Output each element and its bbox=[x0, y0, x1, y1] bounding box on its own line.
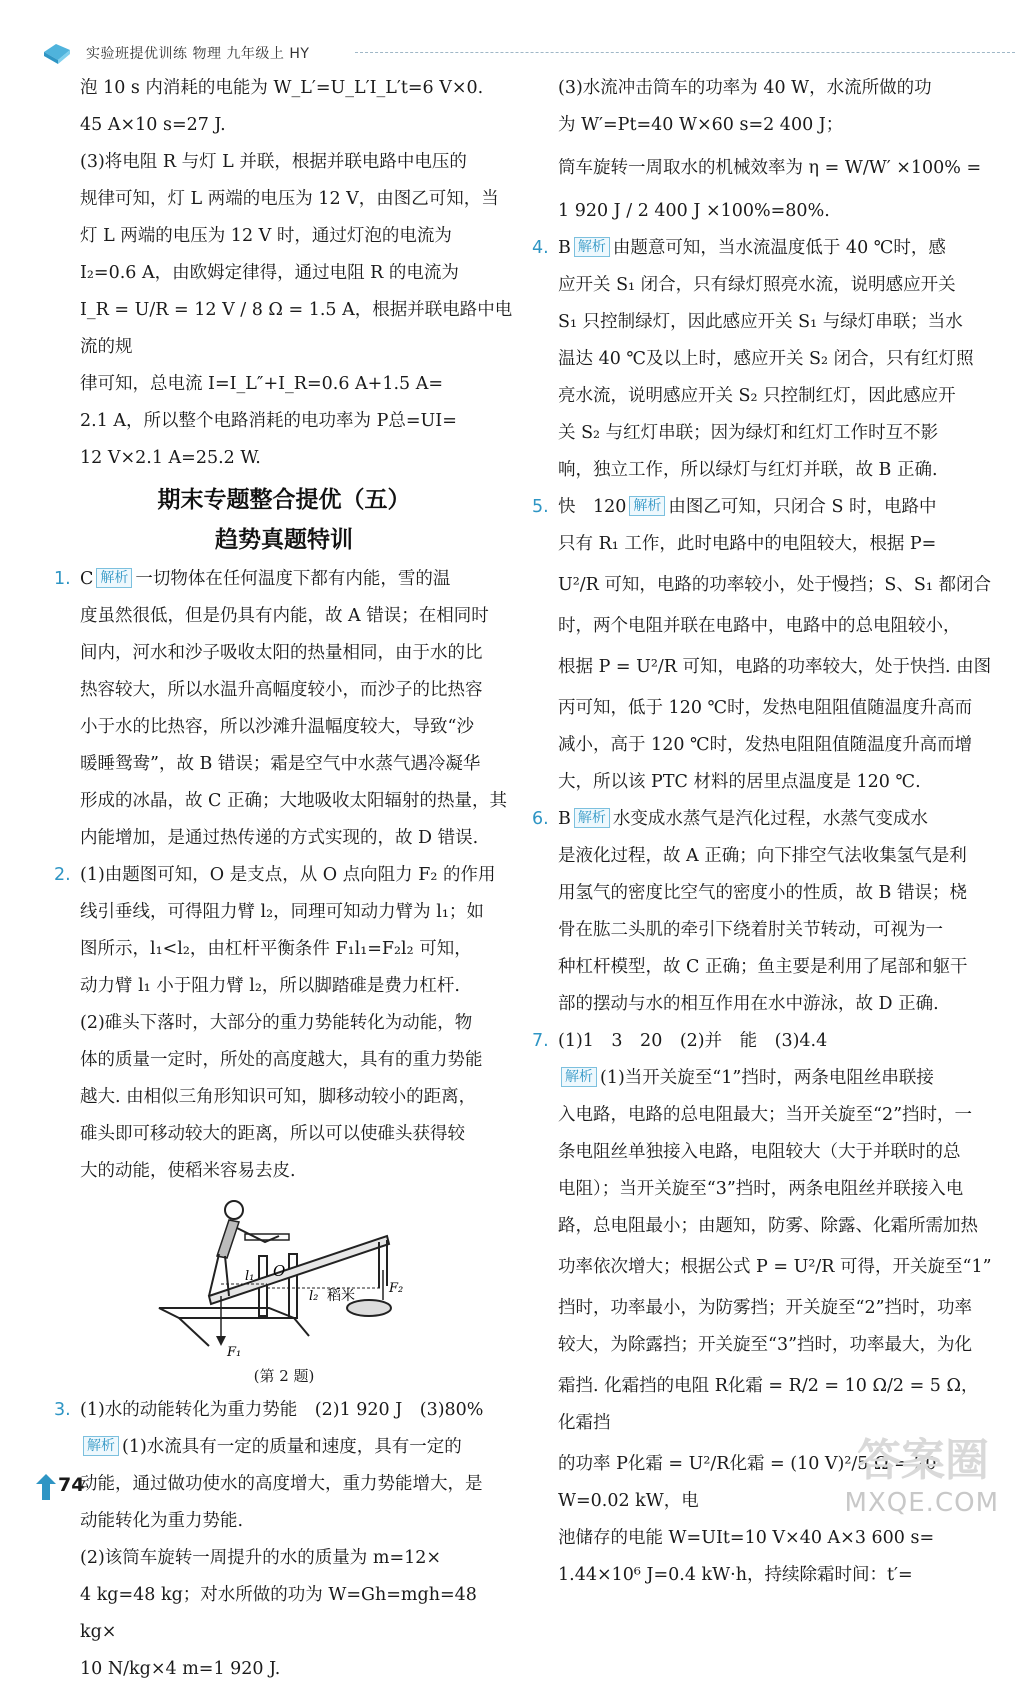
answer-summary: 快 120 bbox=[558, 497, 627, 517]
text-line: 间内，河水和沙子吸收太阳的热量相同，由于水的比 bbox=[80, 643, 483, 663]
question-3 bbox=[54, 1392, 514, 1688]
text-line: 电阻）；当开关旋至“3”挡时，两条电阻丝并联接入电 bbox=[558, 1179, 964, 1199]
text-line: 1 920 J / 2 400 J ×100%=80%. bbox=[558, 201, 830, 221]
text-line: 由图乙可知，只闭合 S 时，电路中 bbox=[668, 497, 937, 517]
text-line: 温达 40 ℃及以上时，感应开关 S₂ 闭合，只有红灯照 bbox=[558, 349, 974, 369]
watermark bbox=[749, 1428, 999, 1518]
text-line: (1)当开关旋至“1”挡时，两条电阻丝串联接 bbox=[600, 1068, 934, 1088]
analysis-tag: 解析 bbox=[561, 1067, 597, 1087]
text-line: 1.44×10⁶ J=0.4 kW·h，持续除霜时间：t′= bbox=[558, 1565, 913, 1585]
question-6 bbox=[532, 801, 992, 1023]
text-line: 霜挡. 化霜挡的电阻 R化霜 = R/2 = 10 Ω/2 = 5 Ω，化霜挡 bbox=[558, 1376, 979, 1433]
text-line: 种杠杆模型，故 C 正确；鱼主要是利用了尾部和躯干 bbox=[558, 957, 968, 977]
text-line: 规律可知，灯 L 两端的电压为 12 V，由图乙可知，当 bbox=[80, 189, 499, 209]
text-line: U²/R 可知，电路的功率较小，处于慢挡；S、S₁ 都闭合 bbox=[558, 575, 991, 595]
watermark-logo: 答案圈 bbox=[857, 1435, 989, 1486]
page-number: 74 bbox=[58, 1474, 85, 1496]
text-line: (3)水流冲击筒车的功率为 40 W，水流所做的功 bbox=[558, 78, 932, 98]
text-line: 小于水的比热容，所以沙滩升温幅度较大，导致“沙 bbox=[80, 717, 474, 737]
rice-label: 稻米 bbox=[327, 1288, 355, 1304]
watermark-url: MXQE.COM bbox=[844, 1488, 999, 1518]
text-line: 功率依次增大；根据公式 P = U²/R 可得，开关旋至“1” bbox=[558, 1257, 992, 1277]
header-divider bbox=[355, 52, 1015, 53]
text-line: 越大. 由相似三角形知识可知，脚移动较小的距离， bbox=[80, 1087, 477, 1107]
text-line: 体的质量一定时，所处的高度越大，具有的重力势能 bbox=[80, 1050, 483, 1070]
analysis-tag: 解析 bbox=[574, 237, 610, 257]
question-number: 2. bbox=[54, 865, 71, 885]
question-number: 4. bbox=[532, 238, 549, 258]
text-line: 大的动能，使稻米容易去皮. bbox=[80, 1161, 296, 1181]
text-line: 动能，通过做功使水的高度增大，重力势能增大，是 bbox=[80, 1474, 483, 1494]
section-heading: 期末专题整合提优（五） bbox=[157, 487, 411, 513]
text-line: 用氢气的密度比空气的密度小的性质，故 B 错误；桡 bbox=[558, 883, 967, 903]
text-line: 只有 R₁ 工作，此时电路中的电阻较大，根据 P= bbox=[558, 534, 937, 554]
question-number: 3. bbox=[54, 1400, 71, 1420]
text-line: 条电阻丝单独接入电路，电阻较大（大于并联时的总 bbox=[558, 1142, 961, 1162]
foot-pestle-illustration bbox=[149, 1196, 409, 1364]
force-f1-label: F₁ bbox=[227, 1345, 242, 1360]
text-line: 池储存的电能 W=UIt=10 V×40 A×3 600 s= bbox=[558, 1528, 935, 1548]
question-4 bbox=[532, 230, 992, 489]
question-number: 1. bbox=[54, 569, 71, 589]
text-line: 2.1 A，所以整个电路消耗的电功率为 P总=UI= bbox=[80, 411, 457, 431]
text-line: 时，两个电阻并联在电路中，电路中的总电阻较小， bbox=[558, 616, 961, 636]
analysis-tag: 解析 bbox=[83, 1436, 119, 1456]
answer-choice: B bbox=[558, 238, 571, 258]
text-line: 碓头即可移动较大的距离，所以可以使碓头获得较 bbox=[80, 1124, 465, 1144]
text-line: 的功率 P化霜 = U²/R化霜 = (10 V)²/5 Ω = 20 W=0.02 kW，电 bbox=[558, 1454, 937, 1511]
arm-l2-label: l₂ bbox=[309, 1289, 319, 1304]
section-subheading: 趋势真题特训 bbox=[215, 527, 353, 553]
text-line: 丙可知，低于 120 ℃时，发热电阻阻值随温度升高而 bbox=[558, 698, 973, 718]
text-line: 响，独立工作，所以绿灯与红灯并联，故 B 正确. bbox=[558, 460, 938, 480]
question-number: 5. bbox=[532, 497, 549, 517]
text-line: 路，总电阻最小；由题知，防雾、除露、化霜所需加热 bbox=[558, 1216, 978, 1236]
text-line: 入电路，电路的总电阻最大；当开关旋至“2”挡时，一 bbox=[558, 1105, 973, 1125]
text-line: 图所示，l₁<l₂，由杠杆平衡条件 F₁l₁=F₂l₂ 可知， bbox=[80, 939, 472, 959]
analysis-tag: 解析 bbox=[96, 568, 132, 588]
text-line: 由题意可知，当水流温度低于 40 ℃时，感 bbox=[612, 238, 946, 258]
answer-choice: B bbox=[558, 809, 571, 829]
text-line: 内能增加，是通过热传递的方式实现的，故 D 错误. bbox=[80, 828, 479, 848]
text-line: (1)由题图可知，O 是支点，从 O 点向阻力 F₂ 的作用 bbox=[80, 865, 496, 885]
text-line: 12 V×2.1 A=25.2 W. bbox=[80, 448, 261, 468]
text-line: 10 N/kg×4 m=1 920 J. bbox=[80, 1659, 281, 1679]
text-line: (2)碓头下落时，大部分的重力势能转化为动能，物 bbox=[80, 1013, 473, 1033]
text-line: 泡 10 s 内消耗的电能为 W_L′=U_L′I_L′t=6 V×0. bbox=[80, 78, 484, 98]
answer-summary: (1)1 3 20 (2)并 能 (3)4.4 bbox=[558, 1031, 828, 1051]
text-line: (2)该筒车旋转一周提升的水的质量为 m=12× bbox=[80, 1548, 442, 1568]
analysis-tag: 解析 bbox=[629, 496, 665, 516]
text-line: 是液化过程，故 A 正确；向下排空气法收集氢气是利 bbox=[558, 846, 967, 866]
text-line: I_R = U/R = 12 V / 8 Ω = 1.5 A，根据并联电路中电流的规 bbox=[80, 300, 513, 357]
answer-summary: (1)水的动能转化为重力势能 (2)1 920 J (3)80% bbox=[80, 1400, 484, 1420]
text-line: 亮水流，说明感应开关 S₂ 只控制红灯，因此感应开 bbox=[558, 386, 956, 406]
header-title: 实验班提优训练 物理 九年级上 HY bbox=[86, 46, 310, 62]
force-f2-label: F₂ bbox=[389, 1281, 404, 1296]
text-line: 较大，为除露挡；开关旋至“3”挡时，功率最大，为化 bbox=[558, 1335, 973, 1355]
text-line: 45 A×10 s=27 J. bbox=[80, 115, 226, 135]
text-line: 减小，高于 120 ℃时，发热电阻阻值随温度升高而增 bbox=[558, 735, 973, 755]
previous-answer-continuation bbox=[54, 70, 514, 477]
book-logo-icon bbox=[40, 38, 74, 66]
question-1 bbox=[54, 561, 514, 857]
text-line: 挡时，功率最小，为防雾挡；开关旋至“2”挡时，功率 bbox=[558, 1298, 973, 1318]
page-header bbox=[40, 38, 980, 72]
question-3-continuation bbox=[532, 70, 992, 230]
question-number: 7. bbox=[532, 1031, 549, 1051]
text-line: 形成的冰晶，故 C 正确；大地吸收太阳辐射的热量，其 bbox=[80, 791, 508, 811]
text-line: 线引垂线，可得阻力臂 l₂，同理可知动力臂为 l₁；如 bbox=[80, 902, 484, 922]
left-column bbox=[54, 70, 514, 1688]
text-line: 部的摆动与水的相互作用在水中游泳，故 D 正确. bbox=[558, 994, 939, 1014]
text-line: 应开关 S₁ 闭合，只有绿灯照亮水流，说明感应开关 bbox=[558, 275, 956, 295]
answer-choice: C bbox=[80, 569, 94, 589]
right-column bbox=[532, 70, 992, 1594]
pivot-label: O bbox=[273, 1262, 286, 1280]
question-2 bbox=[54, 857, 514, 1190]
arm-l1-label: l₁ bbox=[245, 1269, 255, 1284]
text-line: 动力臂 l₁ 小于阻力臂 l₂，所以脚踏碓是费力杠杆. bbox=[80, 976, 460, 996]
text-line: 灯 L 两端的电压为 12 V 时，通过灯泡的电流为 bbox=[80, 226, 452, 246]
text-line: S₁ 只控制绿灯，因此感应开关 S₁ 与绿灯串联；当水 bbox=[558, 312, 963, 332]
text-line: 骨在肱二头肌的牵引下绕着肘关节转动，可视为一 bbox=[558, 920, 943, 940]
text-line: 热容较大，所以水温升高幅度较小，而沙子的比热容 bbox=[80, 680, 483, 700]
lever-figure bbox=[54, 1196, 514, 1396]
page-footer bbox=[36, 1468, 106, 1508]
text-line: 根据 P = U²/R 可知，电路的功率较大，处于快挡. 由图 bbox=[558, 657, 992, 677]
text-line: 筒车旋转一周取水的机械效率为 η = W/W′ ×100% = bbox=[558, 158, 982, 178]
text-line: (3)将电阻 R 与灯 L 并联，根据并联电路中电压的 bbox=[80, 152, 467, 172]
text-line: 关 S₂ 与红灯串联；因为绿灯和红灯工作时互不影 bbox=[558, 423, 939, 443]
text-line: 为 W′=Pt=40 W×60 s=2 400 J； bbox=[558, 115, 844, 135]
text-line: 大，所以该 PTC 材料的居里点温度是 120 ℃. bbox=[558, 772, 921, 792]
analysis-tag: 解析 bbox=[574, 808, 610, 828]
text-line: 动能转化为重力势能. bbox=[80, 1511, 244, 1531]
figure-caption: (第 2 题) bbox=[253, 1367, 315, 1385]
text-line: I₂=0.6 A，由欧姆定律得，通过电阻 R 的电流为 bbox=[80, 263, 459, 283]
question-number: 6. bbox=[532, 809, 549, 829]
question-5 bbox=[532, 489, 992, 801]
text-line: 度虽然很低，但是仍具有内能，故 A 错误；在相同时 bbox=[80, 606, 489, 626]
text-line: (1)水流具有一定的质量和速度，具有一定的 bbox=[122, 1437, 462, 1457]
text-line: 律可知，总电流 I=I_L″+I_R=0.6 A+1.5 A= bbox=[80, 374, 444, 394]
page-arrow-icon bbox=[36, 1474, 56, 1500]
text-line: 一切物体在任何温度下都有内能，雪的温 bbox=[135, 569, 451, 589]
text-line: 4 kg=48 kg；对水所做的功为 W=Gh=mgh=48 kg× bbox=[80, 1585, 477, 1642]
text-line: 水变成水蒸气是汽化过程，水蒸气变成水 bbox=[612, 809, 928, 829]
text-line: 暖睡鸳鸯”，故 B 错误；霜是空气中水蒸气遇冷凝华 bbox=[80, 754, 481, 774]
